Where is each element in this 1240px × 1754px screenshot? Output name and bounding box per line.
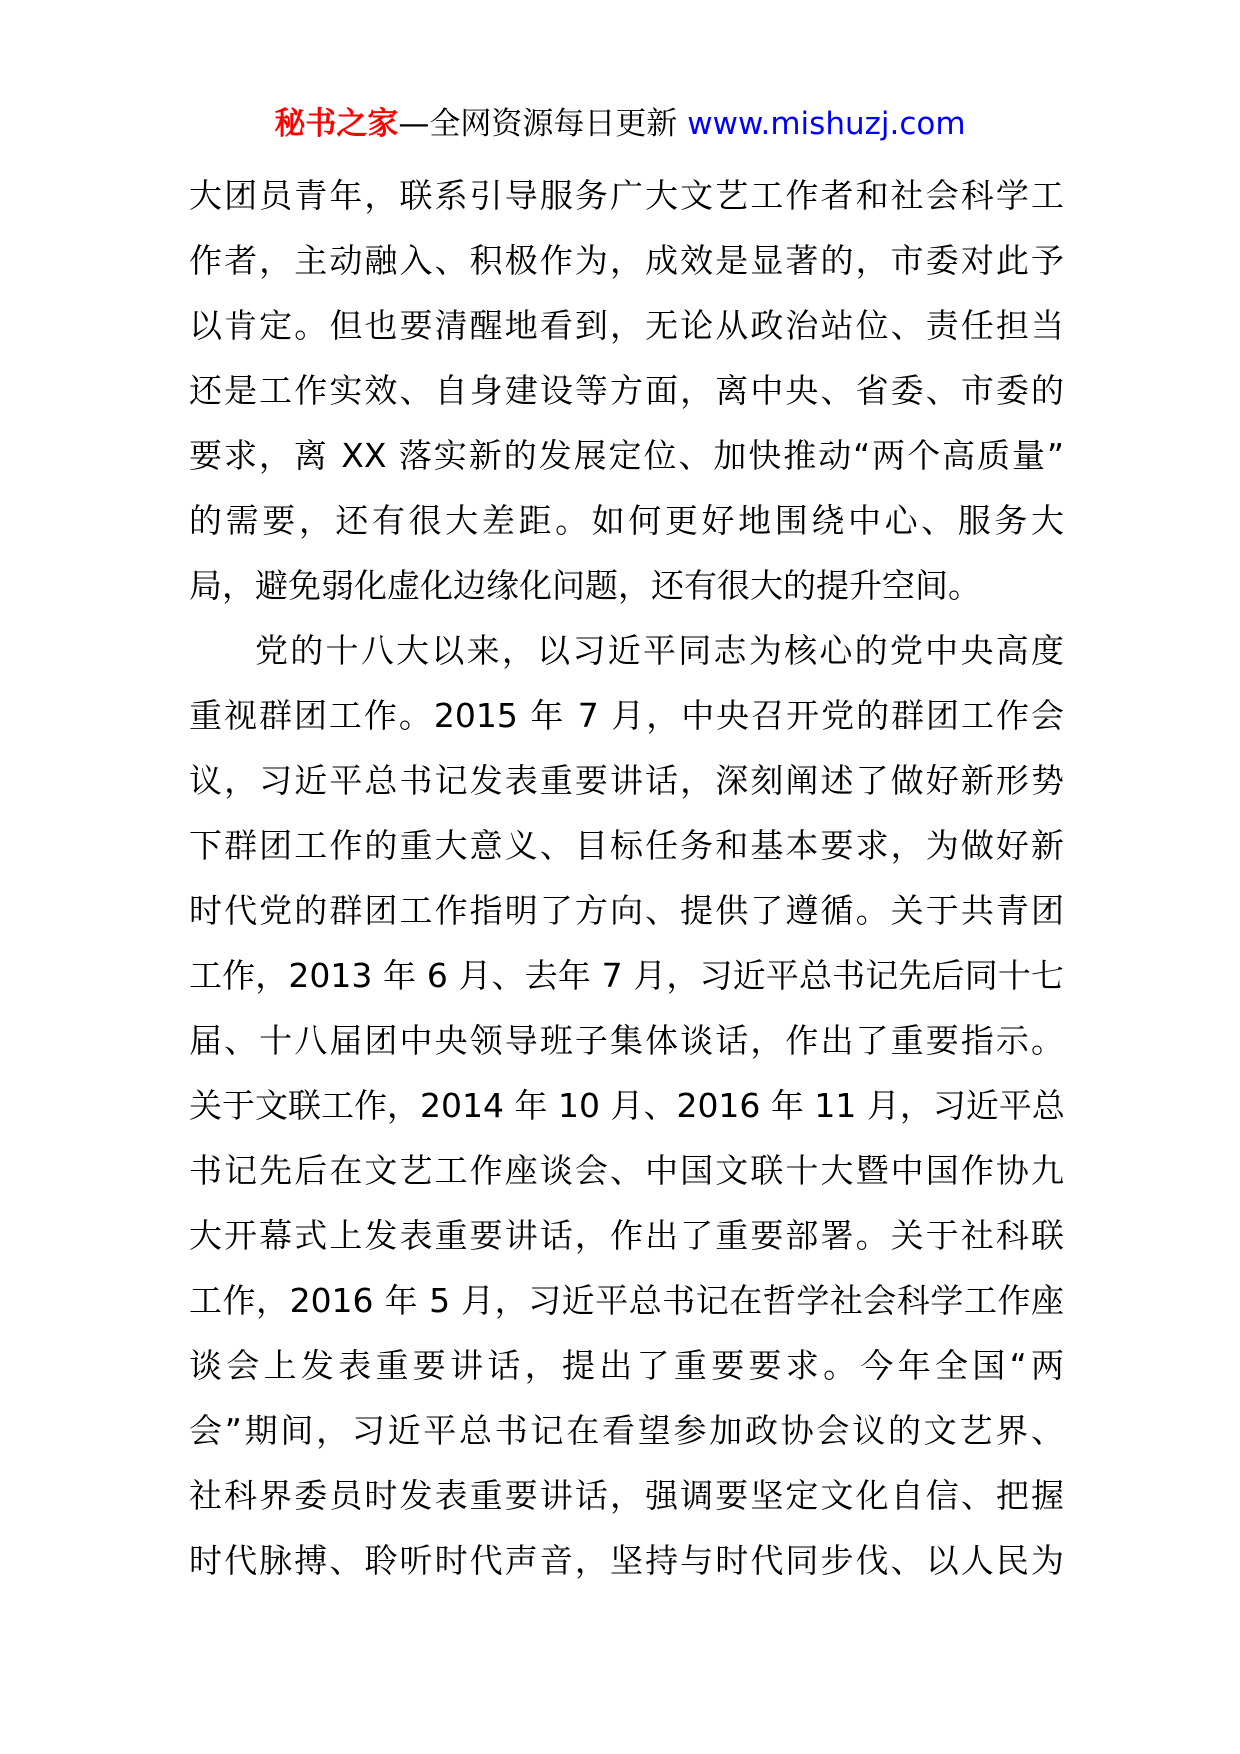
document-body [189, 163, 1064, 1593]
paragraph-start-line: 党的十八大以来，以习近平同志为核心的党中央高度 [255, 631, 1064, 670]
text-line: 时代党的群团工作指明了方向、提供了遵循。关于共青团 [189, 891, 1064, 930]
text-line: 要求，离 XX 落实新的发展定位、加快推动“两个高质量” [189, 436, 1064, 475]
text-line: 议，习近平总书记发表重要讲话，深刻阐述了做好新形势 [189, 761, 1064, 800]
text-line: 的需要，还有很大差距。如何更好地围绕中心、服务大 [189, 501, 1064, 540]
text-line: 重视群团工作。2015 年 7 月，中央召开党的群团工作会 [189, 696, 1064, 735]
text-line: 大团员青年，联系引导服务广大文艺工作者和社会科学工 [189, 176, 1064, 215]
text-line: 还是工作实效、自身建设等方面，离中央、省委、市委的 [189, 371, 1064, 410]
text-line: 社科界委员时发表重要讲话，强调要坚定文化自信、把握 [189, 1476, 1064, 1515]
brand-name: 秘书之家 [274, 106, 399, 142]
text-line: 届、十八届团中央领导班子集体谈话，作出了重要指示。 [189, 1021, 1064, 1060]
text-line: 工作，2013 年 6 月、去年 7 月，习近平总书记先后同十七 [189, 956, 1064, 995]
text-line: 时代脉搏、聆听时代声音，坚持与时代同步伐、以人民为 [189, 1541, 1064, 1580]
text-line: 大开幕式上发表重要讲话，作出了重要部署。关于社科联 [189, 1216, 1064, 1255]
header-tagline: —全网资源每日更新 [398, 106, 678, 142]
text-line: 作者，主动融入、积极作为，成效是显著的，市委对此予 [189, 241, 1064, 280]
text-line: 关于文联工作，2014 年 10 月、2016 年 11 月，习近平总 [189, 1086, 1065, 1125]
page-header [0, 100, 1240, 148]
text-line: 书记先后在文艺工作座谈会、中国文联十大暨中国作协九 [189, 1151, 1064, 1190]
text-line: 下群团工作的重大意义、目标任务和基本要求，为做好新 [189, 826, 1064, 865]
website-link[interactable]: www.mishuzj.com [687, 106, 966, 142]
text-line: 工作，2016 年 5 月，习近平总书记在哲学社会科学工作座 [189, 1281, 1064, 1320]
text-line: 会”期间，习近平总书记在看望参加政协会议的文艺界、 [189, 1411, 1064, 1450]
text-line: 谈会上发表重要讲话，提出了重要要求。今年全国“两 [189, 1346, 1064, 1385]
text-line: 局，避免弱化虚化边缘化问题，还有很大的提升空间。 [189, 566, 981, 605]
text-line: 以肯定。但也要清醒地看到，无论从政治站位、责任担当 [189, 306, 1064, 345]
